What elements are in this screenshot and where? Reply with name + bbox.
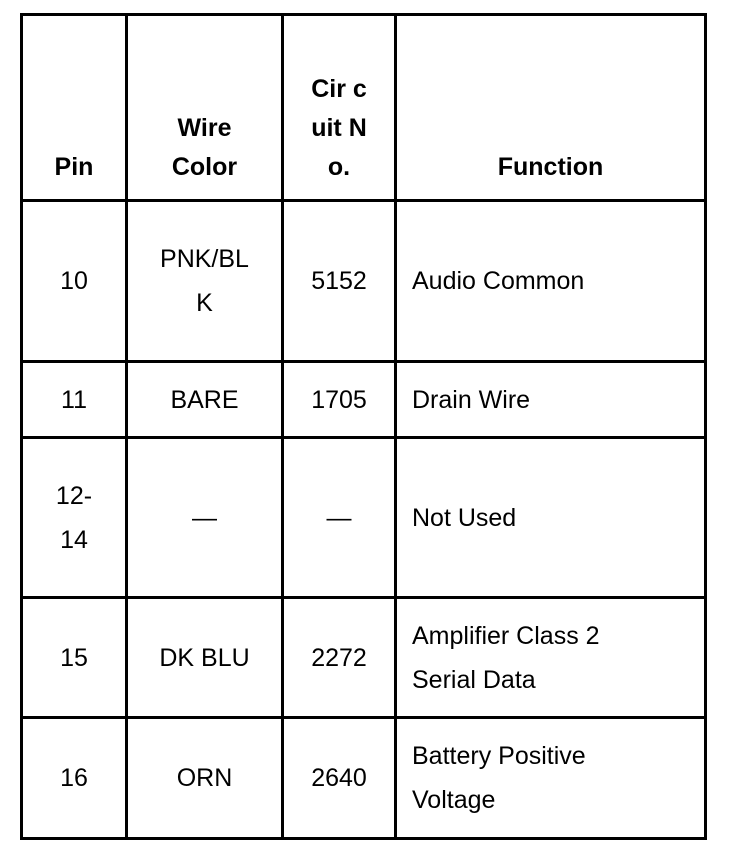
cell-wire-color: ORN [127, 718, 283, 839]
cell-function: Amplifier Class 2 Serial Data [396, 598, 706, 718]
cell-pin: 16 [22, 718, 127, 839]
pin-table [20, 13, 707, 840]
cell-wire-color: DK BLU [127, 598, 283, 718]
table-header [22, 15, 706, 201]
table-row [22, 718, 706, 839]
header-pin: Pin [22, 15, 127, 201]
cell-circuit: 2640 [283, 718, 396, 839]
header-wire-color: Wire Color [127, 15, 283, 201]
cell-function: Battery Positive Voltage [396, 718, 706, 839]
cell-circuit: 2272 [283, 598, 396, 718]
table-body [22, 201, 706, 839]
cell-wire-color: BARE [127, 362, 283, 438]
header-function: Function [396, 15, 706, 201]
cell-circuit: 1705 [283, 362, 396, 438]
cell-circuit: — [283, 438, 396, 598]
cell-function: Drain Wire [396, 362, 706, 438]
header-row [22, 15, 706, 201]
table-row [22, 438, 706, 598]
cell-pin: 12-14 [22, 438, 127, 598]
cell-function: Audio Common [396, 201, 706, 362]
cell-pin: 15 [22, 598, 127, 718]
cell-function: Not Used [396, 438, 706, 598]
cell-wire-color: PNK/BLK [127, 201, 283, 362]
cell-pin: 10 [22, 201, 127, 362]
table-row [22, 201, 706, 362]
cell-wire-color: — [127, 438, 283, 598]
table-row [22, 362, 706, 438]
cell-circuit: 5152 [283, 201, 396, 362]
header-circuit-no: Cir cuit No. [283, 15, 396, 201]
cell-pin: 11 [22, 362, 127, 438]
table-row [22, 598, 706, 718]
